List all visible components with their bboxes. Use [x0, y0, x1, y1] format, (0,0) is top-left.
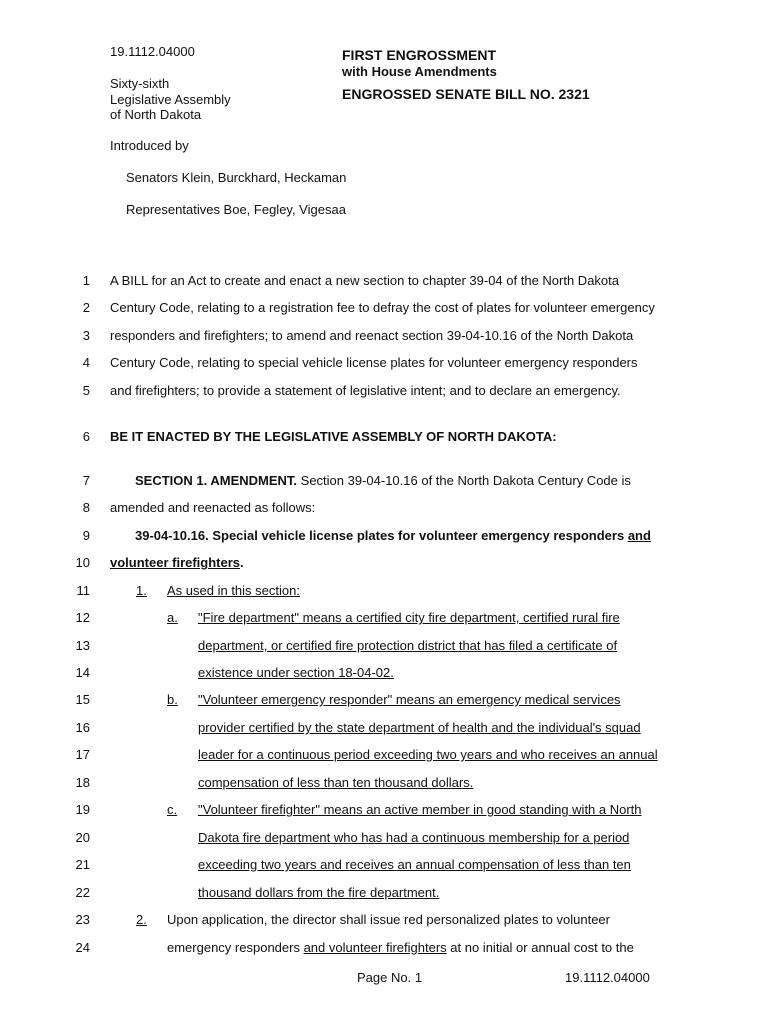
line-text: .	[240, 555, 244, 570]
bill-line	[0, 775, 770, 795]
line-text: Century Code, relating to a registration fee to defray the cost of plates for volunteer emergency	[110, 300, 655, 315]
bill-line	[0, 300, 770, 320]
line-text: As used in this section:	[167, 583, 300, 598]
line-text: provider certified by the state department of health and the individual's squad	[198, 720, 641, 735]
representatives: Representatives Boe, Fegley, Vigesaa	[126, 202, 346, 217]
assembly-line-2: Legislative Assembly	[110, 92, 231, 107]
assembly-line-3: of North Dakota	[110, 107, 202, 122]
line-number: 23	[75, 912, 90, 927]
subsection-marker: 2.	[136, 912, 147, 927]
introduced-by: Introduced by	[110, 138, 189, 153]
line-text: existence under section 18-04-02.	[198, 665, 394, 680]
bill-line	[0, 747, 770, 767]
bill-line	[0, 885, 770, 905]
line-text: exceeding two years and receives an annual compensation of less than ten	[198, 857, 631, 872]
line-text: amended and reenacted as follows:	[110, 500, 316, 515]
bill-line	[0, 273, 770, 293]
line-text: at no initial or annual cost to the	[446, 940, 634, 955]
bill-line	[0, 583, 770, 603]
bill-line	[0, 473, 770, 493]
line-number: 1	[82, 273, 90, 288]
line-text: responders and firefighters; to amend and reenact section 39-04-10.16 of the North Dakota	[110, 328, 634, 343]
bill-line	[0, 830, 770, 850]
line-number: 3	[82, 328, 90, 343]
line-number: 21	[75, 857, 90, 872]
enacting-clause: BE IT ENACTED BY THE LEGISLATIVE ASSEMBLY OF NORTH DAKOTA:	[110, 429, 557, 444]
bill-line	[0, 610, 770, 630]
line-text: Dakota fire department who has had a continuous membership for a period	[198, 830, 630, 845]
bill-line	[0, 912, 770, 932]
line-number: 20	[75, 830, 90, 845]
line-text: "Fire department" means a certified city fire department, certified rural fire	[198, 610, 620, 625]
line-text: "Volunteer emergency responder" means an emergency medical services	[198, 692, 621, 707]
line-text: Century Code, relating to special vehicle license plates for volunteer emergency responders	[110, 355, 638, 370]
line-number: 24	[75, 940, 90, 955]
subsection-marker: 1.	[136, 583, 147, 598]
line-number: 7	[82, 473, 90, 488]
line-number: 8	[82, 500, 90, 515]
bill-line	[0, 500, 770, 520]
footer-document-code: 19.1112.04000	[565, 970, 650, 985]
line-number: 11	[76, 583, 90, 598]
bill-name: ENGROSSED SENATE BILL NO. 2321	[342, 86, 590, 102]
line-number: 22	[75, 885, 90, 900]
bill-line	[0, 355, 770, 375]
line-number: 6	[82, 429, 90, 444]
line-text: emergency responders	[167, 940, 304, 955]
line-text: A BILL for an Act to create and enact a new section to chapter 39-04 of the North Dakota	[110, 273, 619, 288]
bill-line	[0, 528, 770, 548]
bill-line	[0, 692, 770, 712]
line-text: compensation of less than ten thousand dollars.	[198, 775, 474, 790]
bill-line	[0, 638, 770, 658]
line-number: 13	[75, 638, 90, 653]
line-number: 12	[75, 610, 90, 625]
bill-line	[0, 555, 770, 575]
bill-line	[0, 857, 770, 877]
line-number: 2	[82, 300, 90, 315]
line-text: "Volunteer firefighter" means an active member in good standing with a North	[198, 802, 642, 817]
engrossment-title: FIRST ENGROSSMENT	[342, 47, 497, 63]
bill-line	[0, 665, 770, 685]
line-text: thousand dollars from the fire department.	[198, 885, 440, 900]
bill-line	[0, 328, 770, 348]
line-text: and firefighters; to provide a statement of legislative intent; and to declare an emergency.	[110, 383, 621, 398]
line-text: Section 39-04-10.16 of the North Dakota Century Code is	[297, 473, 631, 488]
bill-line	[0, 940, 770, 960]
bill-line	[0, 429, 770, 449]
line-number: 5	[82, 383, 90, 398]
section-heading: SECTION 1. AMENDMENT.	[135, 473, 298, 488]
line-number: 16	[75, 720, 90, 735]
inserted-text: and	[627, 528, 651, 543]
line-number: 10	[75, 555, 90, 570]
line-text: department, or certified fire protection district that has filed a certificate of	[198, 638, 618, 653]
subdivision-marker: a.	[167, 610, 178, 625]
line-number: 14	[75, 665, 90, 680]
statute-heading: 39-04-10.16. Special vehicle license plates for volunteer emergency responders	[135, 528, 625, 543]
inserted-text: volunteer firefighters	[110, 555, 241, 570]
line-number: 19	[75, 802, 90, 817]
assembly-line-1: Sixty-sixth	[110, 76, 170, 91]
line-text: leader for a continuous period exceeding two years and who receives an annual	[198, 747, 658, 762]
bill-line	[0, 720, 770, 740]
engrossment-subtitle: with House Amendments	[342, 64, 497, 79]
page-number: Page No. 1	[357, 970, 423, 985]
bill-line	[0, 802, 770, 822]
line-text: Upon application, the director shall issue red personalized plates to volunteer	[167, 912, 610, 927]
line-number: 17	[75, 747, 90, 762]
subdivision-marker: b.	[167, 692, 178, 707]
line-number: 15	[75, 692, 90, 707]
bill-line	[0, 383, 770, 403]
line-number: 4	[82, 355, 90, 370]
document-code: 19.1112.04000	[110, 44, 195, 59]
line-number: 18	[75, 775, 90, 790]
line-number: 9	[82, 528, 90, 543]
senators: Senators Klein, Burckhard, Heckaman	[126, 170, 347, 185]
inserted-text: and volunteer firefighters	[303, 940, 447, 955]
subdivision-marker: c.	[167, 802, 178, 817]
